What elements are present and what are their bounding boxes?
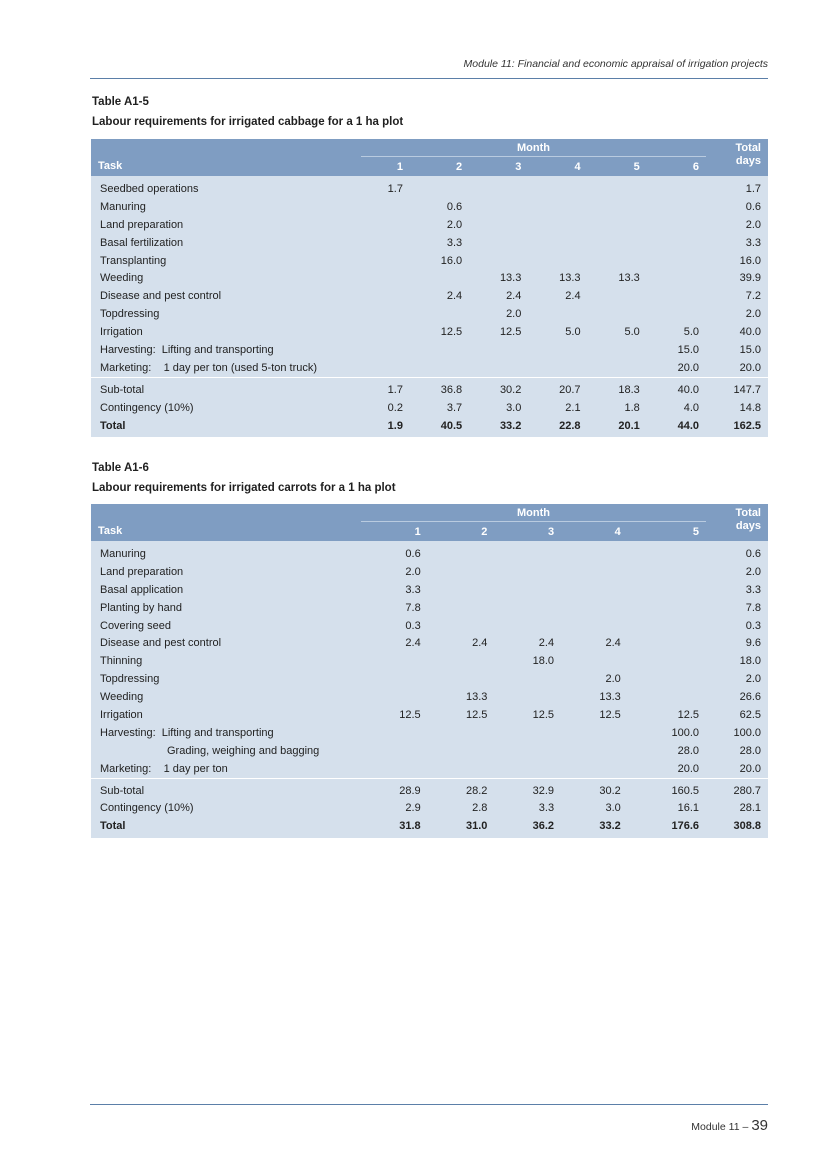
value-cell [469,341,528,359]
value-cell [469,176,528,198]
value-cell [494,724,561,742]
value-cell [361,269,410,287]
value-cell: 33.2 [561,817,628,838]
value-cell [647,176,706,198]
value-cell [410,305,469,323]
month-5-header: 5 [628,522,706,542]
task-cell: Contingency (10%) [91,399,361,417]
value-cell [588,287,647,305]
task-cell: Topdressing [91,305,361,323]
value-cell: 33.2 [469,417,528,438]
value-cell: 12.5 [628,706,706,724]
value-cell: 12.5 [428,706,495,724]
value-cell: 3.7 [410,399,469,417]
value-cell [588,176,647,198]
value-cell: 3.0 [561,799,628,817]
task-cell: Sub-total [91,377,361,398]
total-cell: 7.8 [706,599,768,617]
table-row [91,652,768,670]
value-cell [647,287,706,305]
task-cell: Land preparation [91,216,361,234]
total-cell: 62.5 [706,706,768,724]
value-cell [628,617,706,635]
value-cell [428,541,495,563]
value-cell: 44.0 [647,417,706,438]
value-cell [647,234,706,252]
value-cell [628,634,706,652]
month-column-header: Month [361,504,706,522]
value-cell [428,563,495,581]
task-cell: Covering seed [91,617,361,635]
month-1-header: 1 [361,522,428,542]
value-cell [494,563,561,581]
total-days-column-header: Total days [706,139,768,176]
value-cell [647,216,706,234]
value-cell [561,599,628,617]
value-cell: 0.6 [410,198,469,216]
value-cell [428,652,495,670]
value-cell: 30.2 [561,778,628,799]
table-row [91,323,768,341]
table-row [91,760,768,778]
value-cell [428,742,495,760]
table-row [91,252,768,270]
value-cell: 2.8 [428,799,495,817]
task-cell: Harvesting: Lifting and transporting [91,724,361,742]
value-cell [588,198,647,216]
table-row [91,799,768,817]
running-header: Module 11: Financial and economic appraisal of irrigation projects [463,58,768,70]
total-cell: 14.8 [706,399,768,417]
value-cell [361,234,410,252]
value-cell [410,341,469,359]
value-cell: 20.1 [588,417,647,438]
value-cell: 5.0 [647,323,706,341]
value-cell: 2.4 [410,287,469,305]
total-cell: 308.8 [706,817,768,838]
value-cell: 3.0 [469,399,528,417]
value-cell: 2.0 [469,305,528,323]
total-cell: 1.7 [706,176,768,198]
value-cell [428,760,495,778]
value-cell [494,670,561,688]
value-cell [361,341,410,359]
value-cell [361,252,410,270]
value-cell: 20.0 [647,359,706,377]
total-cell: 162.5 [706,417,768,438]
table-row [91,399,768,417]
task-cell: Harvesting: Lifting and transporting [91,341,361,359]
table-row [91,706,768,724]
value-cell: 2.4 [428,634,495,652]
value-cell [588,252,647,270]
value-cell [494,742,561,760]
value-cell [528,305,587,323]
value-cell: 32.9 [494,778,561,799]
month-5-header: 5 [588,157,647,177]
task-cell: Marketing: 1 day per ton [91,760,361,778]
month-6-header: 6 [647,157,706,177]
header-rule [90,78,768,79]
task-cell: Manuring [91,198,361,216]
value-cell [361,359,410,377]
total-cell: 26.6 [706,688,768,706]
total-cell: 280.7 [706,778,768,799]
value-cell: 12.5 [410,323,469,341]
value-cell [647,198,706,216]
task-cell: Irrigation [91,323,361,341]
task-cell: Marketing: 1 day per ton (used 5-ton truck) [91,359,361,377]
task-cell: Manuring [91,541,361,563]
value-cell [528,341,587,359]
table-row [91,817,768,838]
total-cell: 40.0 [706,323,768,341]
value-cell [494,581,561,599]
table-row [91,287,768,305]
value-cell [561,563,628,581]
value-cell [628,670,706,688]
task-cell: Grading, weighing and bagging [91,742,361,760]
value-cell: 0.6 [361,541,428,563]
value-cell: 2.4 [528,287,587,305]
total-days-column-header: Total days [706,504,768,541]
page-number: 39 [751,1117,768,1134]
total-cell: 15.0 [706,341,768,359]
value-cell: 5.0 [588,323,647,341]
value-cell: 0.3 [361,617,428,635]
task-cell: Total [91,817,361,838]
value-cell [588,341,647,359]
table-a1-6-number: Table A1-6 [92,462,149,474]
total-cell: 2.0 [706,670,768,688]
value-cell [561,581,628,599]
value-cell: 3.3 [410,234,469,252]
value-cell: 31.8 [361,817,428,838]
value-cell [469,252,528,270]
value-cell [469,216,528,234]
value-cell [428,670,495,688]
value-cell [628,599,706,617]
value-cell [528,234,587,252]
table-row [91,581,768,599]
task-cell: Total [91,417,361,438]
total-cell: 3.3 [706,234,768,252]
table-row [91,341,768,359]
value-cell [561,724,628,742]
value-cell: 22.8 [528,417,587,438]
month-4-header: 4 [561,522,628,542]
value-cell [410,176,469,198]
value-cell [361,688,428,706]
value-cell [628,652,706,670]
value-cell: 2.4 [469,287,528,305]
total-cell: 2.0 [706,216,768,234]
total-cell: 0.3 [706,617,768,635]
month-3-header: 3 [469,157,528,177]
value-cell: 13.3 [469,269,528,287]
value-cell [361,323,410,341]
task-cell: Contingency (10%) [91,799,361,817]
value-cell: 2.9 [361,799,428,817]
total-cell: 2.0 [706,563,768,581]
value-cell: 16.0 [410,252,469,270]
table-row [91,269,768,287]
task-column-header: Task [91,139,361,176]
value-cell [361,198,410,216]
total-cell: 3.3 [706,581,768,599]
footer-label: Module 11 – [691,1121,749,1133]
month-3-header: 3 [494,522,561,542]
value-cell [561,652,628,670]
task-cell: Irrigation [91,706,361,724]
table-row [91,742,768,760]
month-1-header: 1 [361,157,410,177]
month-2-header: 2 [428,522,495,542]
value-cell: 1.8 [588,399,647,417]
value-cell [561,760,628,778]
task-column-header: Task [91,504,361,541]
task-cell: Topdressing [91,670,361,688]
total-cell: 2.0 [706,305,768,323]
value-cell [494,541,561,563]
value-cell: 12.5 [561,706,628,724]
total-cell: 39.9 [706,269,768,287]
value-cell [410,269,469,287]
value-cell: 20.7 [528,377,587,398]
task-cell: Weeding [91,688,361,706]
value-cell: 1.9 [361,417,410,438]
month-column-header: Month [361,139,706,157]
value-cell: 36.8 [410,377,469,398]
month-4-header: 4 [528,157,587,177]
carrots-labour-table [91,504,768,838]
value-cell [561,541,628,563]
value-cell: 2.1 [528,399,587,417]
value-cell: 18.3 [588,377,647,398]
total-cell: 0.6 [706,541,768,563]
value-cell [528,359,587,377]
value-cell [361,760,428,778]
total-cell: 20.0 [706,359,768,377]
table-row [91,234,768,252]
value-cell [528,252,587,270]
total-cell: 20.0 [706,760,768,778]
table-row [91,541,768,563]
value-cell: 1.7 [361,176,410,198]
value-cell: 13.3 [528,269,587,287]
table-row [91,634,768,652]
total-cell: 9.6 [706,634,768,652]
value-cell [647,305,706,323]
task-cell: Sub-total [91,778,361,799]
value-cell: 31.0 [428,817,495,838]
task-cell: Disease and pest control [91,287,361,305]
value-cell [428,724,495,742]
value-cell: 40.0 [647,377,706,398]
task-cell: Seedbed operations [91,176,361,198]
value-cell: 15.0 [647,341,706,359]
value-cell: 2.0 [361,563,428,581]
value-cell: 2.4 [361,634,428,652]
value-cell [494,760,561,778]
value-cell [628,541,706,563]
value-cell: 100.0 [628,724,706,742]
value-cell [361,216,410,234]
table-a1-5-caption: Labour requirements for irrigated cabbage for a 1 ha plot [92,116,404,128]
task-cell: Disease and pest control [91,634,361,652]
value-cell: 7.8 [361,599,428,617]
value-cell [428,599,495,617]
value-cell: 12.5 [469,323,528,341]
value-cell: 13.3 [561,688,628,706]
total-cell: 100.0 [706,724,768,742]
task-cell: Basal application [91,581,361,599]
value-cell: 16.1 [628,799,706,817]
table-row [91,198,768,216]
value-cell [469,234,528,252]
value-cell: 18.0 [494,652,561,670]
value-cell [561,617,628,635]
value-cell [561,742,628,760]
value-cell [528,216,587,234]
value-cell: 4.0 [647,399,706,417]
value-cell [361,652,428,670]
value-cell: 1.7 [361,377,410,398]
value-cell [361,724,428,742]
value-cell: 20.0 [628,760,706,778]
value-cell [628,581,706,599]
value-cell [361,670,428,688]
value-cell [494,688,561,706]
value-cell [588,234,647,252]
value-cell: 13.3 [428,688,495,706]
value-cell [588,305,647,323]
value-cell [647,252,706,270]
value-cell [361,287,410,305]
table-row [91,305,768,323]
total-cell: 7.2 [706,287,768,305]
table-row [91,670,768,688]
value-cell: 30.2 [469,377,528,398]
value-cell: 176.6 [628,817,706,838]
table-row [91,724,768,742]
value-cell [469,359,528,377]
table-a1-6-caption: Labour requirements for irrigated carrots for a 1 ha plot [92,482,396,494]
table-row [91,176,768,198]
value-cell [469,198,528,216]
table-row [91,359,768,377]
task-cell: Thinning [91,652,361,670]
value-cell [410,359,469,377]
task-cell: Planting by hand [91,599,361,617]
value-cell: 12.5 [494,706,561,724]
value-cell [494,617,561,635]
value-cell [588,359,647,377]
total-cell: 28.0 [706,742,768,760]
total-cell: 28.1 [706,799,768,817]
value-cell: 28.9 [361,778,428,799]
value-cell [361,742,428,760]
total-cell: 147.7 [706,377,768,398]
task-cell: Basal fertilization [91,234,361,252]
task-cell: Weeding [91,269,361,287]
table-row [91,599,768,617]
cabbage-labour-table [91,139,768,437]
value-cell: 28.2 [428,778,495,799]
value-cell [628,688,706,706]
task-cell: Transplanting [91,252,361,270]
table-row [91,617,768,635]
value-cell [628,563,706,581]
task-cell: Land preparation [91,563,361,581]
value-cell: 36.2 [494,817,561,838]
page-footer [691,1117,768,1134]
footer-rule [90,1104,768,1105]
table-row [91,563,768,581]
table-row [91,216,768,234]
value-cell: 2.4 [561,634,628,652]
value-cell [528,198,587,216]
value-cell: 2.0 [410,216,469,234]
month-2-header: 2 [410,157,469,177]
value-cell [428,617,495,635]
table-row [91,417,768,438]
value-cell: 160.5 [628,778,706,799]
table-row [91,688,768,706]
value-cell: 28.0 [628,742,706,760]
total-cell: 0.6 [706,198,768,216]
value-cell: 40.5 [410,417,469,438]
value-cell: 2.0 [561,670,628,688]
value-cell [647,269,706,287]
table-row [91,778,768,799]
value-cell: 3.3 [361,581,428,599]
total-cell: 16.0 [706,252,768,270]
value-cell: 2.4 [494,634,561,652]
value-cell [588,216,647,234]
value-cell: 3.3 [494,799,561,817]
value-cell [528,176,587,198]
value-cell: 5.0 [528,323,587,341]
total-cell: 18.0 [706,652,768,670]
value-cell: 12.5 [361,706,428,724]
value-cell [494,599,561,617]
value-cell [361,305,410,323]
value-cell [428,581,495,599]
value-cell: 13.3 [588,269,647,287]
table-row [91,377,768,398]
table-a1-5-number: Table A1-5 [92,96,149,108]
value-cell: 0.2 [361,399,410,417]
